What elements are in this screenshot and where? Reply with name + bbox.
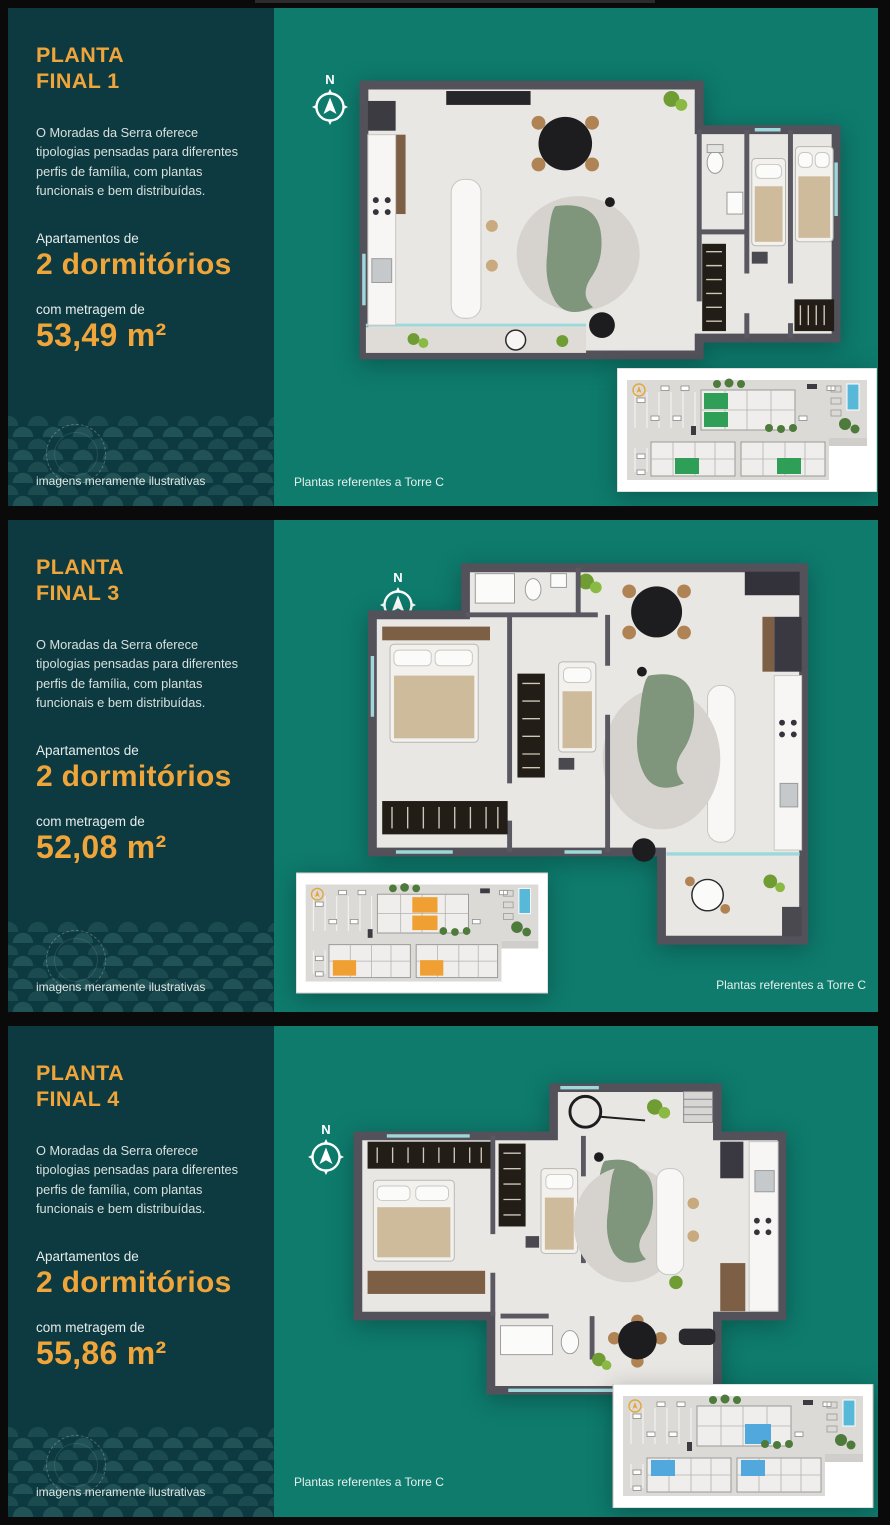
disclaimer-text: imagens meramente ilustrativas <box>36 1485 206 1499</box>
siteplan-highlight-unit <box>704 412 728 427</box>
decorative-fan-pattern <box>8 920 274 1012</box>
unit-cluster-top <box>377 894 468 933</box>
siteplan-inset-final-4 <box>610 1384 876 1508</box>
tv-sideboard <box>446 91 530 105</box>
bedrooms-value: 2 dormitórios <box>36 1266 232 1299</box>
plan-area-final-4 <box>274 1026 878 1517</box>
dining-table <box>532 116 599 172</box>
unit-cluster-top <box>697 1406 791 1446</box>
page-title <box>36 554 124 606</box>
siteplan-highlight-unit <box>675 458 699 474</box>
decorative-fan-pattern <box>8 1425 274 1517</box>
sidebar-final-3 <box>8 520 274 1012</box>
bedrooms-value: 2 dormitórios <box>36 248 232 281</box>
floorplan-final-4 <box>346 1080 790 1398</box>
area-label: com metragem de <box>36 1320 145 1335</box>
dining-table <box>622 584 691 639</box>
siteplan-highlight-unit <box>420 960 443 976</box>
compass-n-label: N <box>393 570 403 585</box>
area-value: 55,86 m² <box>36 1335 167 1371</box>
title-line1: PLANTA <box>36 43 124 67</box>
compass-n-label: N <box>325 72 335 87</box>
hall-wardrobe <box>702 244 726 331</box>
siteplan-highlight-unit <box>704 393 728 409</box>
tower-note: Plantas referentes a Torre C <box>716 978 866 992</box>
decorative-fan-pattern <box>8 414 274 506</box>
area-value: 53,49 m² <box>36 317 167 353</box>
panel-final-4 <box>8 1026 878 1517</box>
sidebar-final-4 <box>8 1026 274 1517</box>
siteplan-highlight-unit <box>412 916 437 931</box>
page-title <box>36 1060 124 1112</box>
description-text: O Moradas da Serra oferece tipologias pensadas para diferentes perfis de família, com plantas funcionais e bem distribuídas. <box>36 1142 239 1217</box>
bedroom-main <box>794 147 834 332</box>
siteplan-highlight-unit <box>333 960 356 976</box>
unit-cluster-bottom-left <box>329 945 410 978</box>
panel-final-3 <box>8 520 878 1012</box>
kitchen-hood-counter <box>745 572 800 596</box>
page-title <box>36 42 124 94</box>
pool <box>843 1400 855 1426</box>
north-compass-icon <box>310 70 350 128</box>
panel-final-1 <box>8 8 878 506</box>
siteplan-highlight-unit <box>651 1460 675 1476</box>
apartments-label: Apartamentos de <box>36 231 139 246</box>
unit-cluster-bottom-left <box>647 1458 731 1492</box>
closet <box>499 1144 526 1227</box>
pool <box>847 384 859 410</box>
balcony <box>366 325 586 353</box>
apartments-label: Apartamentos de <box>36 1249 139 1264</box>
title-line1: PLANTA <box>36 555 124 579</box>
unit-cluster-bottom-center <box>416 945 497 978</box>
siteplan-highlight-unit <box>741 1460 765 1476</box>
tower-note: Plantas referentes a Torre C <box>294 1475 444 1489</box>
entry-bench <box>679 1329 716 1345</box>
disclaimer-text: imagens meramente ilustrativas <box>36 474 206 488</box>
north-compass-icon <box>306 1120 346 1178</box>
area-value: 52,08 m² <box>36 829 167 865</box>
plan-area-final-3 <box>274 520 878 1012</box>
compass-n-label: N <box>321 1122 331 1137</box>
top-edge-sliver <box>255 0 655 3</box>
unit-cluster-top <box>701 390 795 430</box>
floorplan-final-1 <box>352 75 848 363</box>
unit-cluster-bottom-center <box>737 1458 821 1492</box>
unit-cluster-bottom-left <box>651 442 735 476</box>
plan-area-final-1 <box>274 8 878 506</box>
title-line2: FINAL 4 <box>36 1087 120 1112</box>
apartments-label: Apartamentos de <box>36 743 139 758</box>
pool <box>519 888 531 913</box>
unit-cluster-bottom-center <box>741 442 825 476</box>
title-line1: PLANTA <box>36 1061 124 1085</box>
description-text: O Moradas da Serra oferece tipologias pensadas para diferentes perfis de família, com plantas funcionais e bem distribuídas. <box>36 124 239 199</box>
siteplan-highlight-unit <box>777 458 801 474</box>
siteplan-inset-final-3 <box>296 872 548 994</box>
title-line2: FINAL 1 <box>36 69 120 94</box>
siteplan-highlight-unit <box>412 897 437 913</box>
bedrooms-value: 2 dormitórios <box>36 760 232 793</box>
sidebar-final-1 <box>8 8 274 506</box>
closet <box>517 674 544 778</box>
disclaimer-text: imagens meramente ilustrativas <box>36 980 206 994</box>
tower-note: Plantas referentes a Torre C <box>294 475 444 489</box>
title-line2: FINAL 3 <box>36 581 120 606</box>
description-text: O Moradas da Serra oferece tipologias pensadas para diferentes perfis de família, com plantas funcionais e bem distribuídas. <box>36 636 239 711</box>
siteplan-inset-final-1 <box>617 368 877 492</box>
area-label: com metragem de <box>36 814 145 829</box>
area-label: com metragem de <box>36 302 145 317</box>
